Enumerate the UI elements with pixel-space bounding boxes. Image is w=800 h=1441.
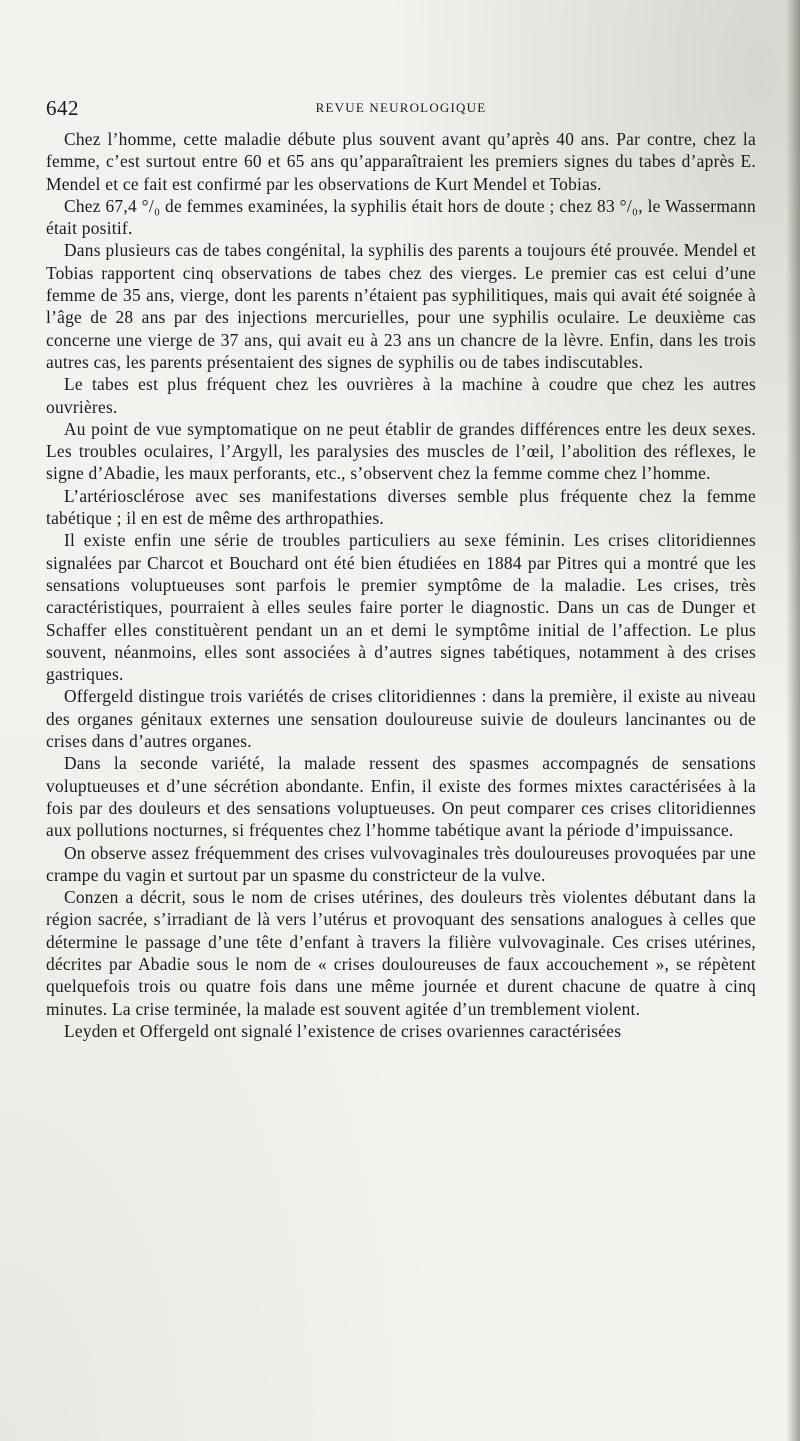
page-number: 642 [46, 96, 79, 120]
paragraph: Dans la seconde variété, la malade ressent des spasmes accompagnés de sensations voluptueuses et d’une sécrétion abondante. Enfin, il existe des formes mixtes caractérisées à la fois par des douleurs et des sensations voluptueuses. On peut comparer ces crises clitoridiennes aux pollutions nocturnes, si fréquentes chez l’homme tabétique avant la période d’impuissance. [46, 753, 756, 841]
paragraph: Au point de vue symptomatique on ne peut établir de grandes différences entre les deux sexes. Les troubles oculaires, l’Argyll, les paralysies des muscles de l’œil, l’abolition des réflexes, le signe d’Abadie, les maux perforants, etc., s’observent chez la femme comme chez l’homme. [46, 418, 756, 484]
running-title: REVUE NEUROLOGIQUE [315, 100, 487, 115]
paragraph: L’artériosclérose avec ses manifestations diverses semble plus fréquente chez la femme tabétique ; il en est de même des arthropathies. [46, 485, 756, 529]
paragraph: Leyden et Offergeld ont signalé l’existence de crises ovariennes caractérisées [64, 1020, 622, 1041]
paragraph: Il existe enfin une série de troubles particuliers au sexe féminin. Les crises clitoridiennes signalées par Charcot et Bouchard ont été bien étudiées en 1884 par Pitres qui a montré que les sensations voluptueuses sont parfois le premier symptôme de la maladie. Les crises, très caractéristiques, pourraient à elles seules faire porter le diagnostic. Dans un cas de Dunger et Schaffer elles constituèrent pendant un an et demi le symptôme initial de l’affection. Le plus souvent, néanmoins, elles sont associées à d’autres signes tabétiques, notamment à des crises gastriques. [46, 530, 756, 685]
page-edge-shadow [786, 0, 800, 1441]
paragraph: Chez 67,4 °/₀ de femmes examinées, la syphilis était hors de doute ; chez 83 °/₀, le Wassermann était positif. [46, 195, 756, 239]
paragraph: Dans plusieurs cas de tabes congénital, la syphilis des parents a toujours été prouvée. Mendel et Tobias rapportent cinq observations de tabes chez des vierges. Le premier cas est celui d’une femme de 35 ans, vierge, dont les parents n’étaient pas syphilitiques, mais qui avait été soignée à l’âge de 28 ans par des injections mercurielles, pour une syphilis oculaire. Le deuxième cas concerne une vierge de 37 ans, qui avait eu à 23 ans un chancre de la lèvre. Enfin, dans les trois autres cas, les parents présentaient des signes de syphilis ou de tabes indiscutables. [46, 240, 756, 372]
paragraph: On observe assez fréquemment des crises vulvovaginales très douloureuses provoquées par une crampe du vagin et surtout par un spasme du constricteur de la vulve. [46, 842, 756, 885]
paragraph: Le tabes est plus fréquent chez les ouvrières à la machine à coudre que chez les autres ouvrières. [46, 374, 756, 417]
page-header [46, 96, 756, 120]
body-text [46, 128, 756, 1042]
paragraph: Chez l’homme, cette maladie débute plus souvent avant qu’après 40 ans. Par contre, chez la femme, c’est surtout entre 60 et 65 ans qu’apparaîtraient les premiers signes du tabes d’après E. Mendel et ce fait est confirmé par les observations de Kurt Mendel et Tobias. [46, 129, 756, 194]
paragraph: Conzen a décrit, sous le nom de crises utérines, des douleurs très violentes débutant dans la région sacrée, s’irradiant de là vers l’utérus et provoquant des sensations analogues à celles que détermine le passage d’une tête d’enfant à travers la filière vulvovaginale. Ces crises utérines, décrites par Abadie sous le nom de « crises douloureuses de faux accouchement », se répètent quelquefois trois ou quatre fois dans une même journée et durent chacune de quatre à cinq minutes. La crise terminée, la malade est souvent agitée d’un tremblement violent. [46, 887, 756, 1019]
paragraph: Offergeld distingue trois variétés de crises clitoridiennes : dans la première, il existe au niveau des organes génitaux externes une sensation douloureuse suivie de douleurs lancinantes ou de crises dans d’autres organes. [46, 686, 756, 752]
